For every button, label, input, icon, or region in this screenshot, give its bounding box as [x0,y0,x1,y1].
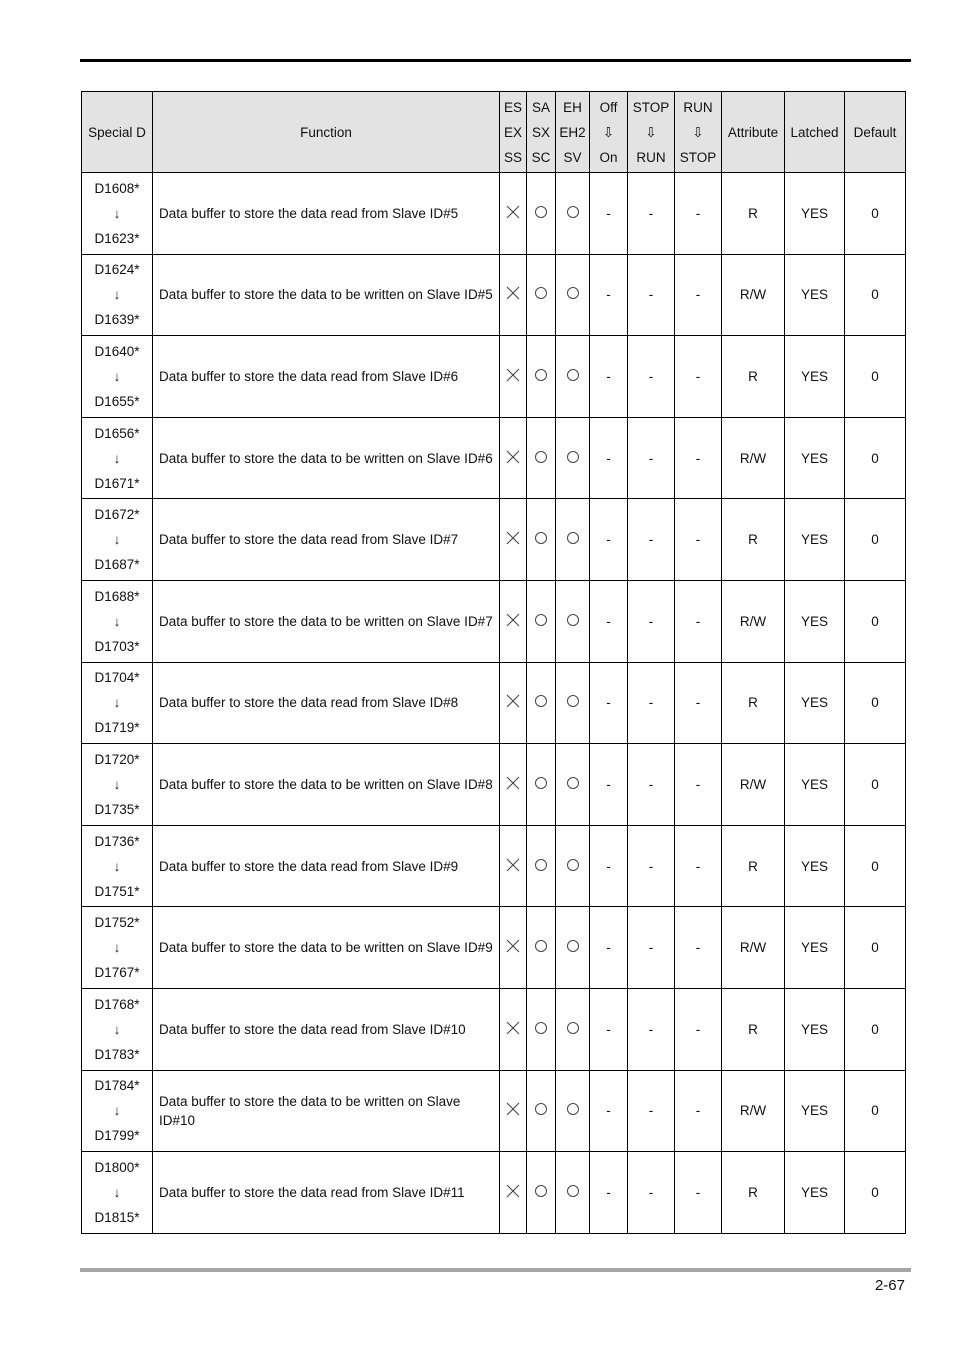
cross-icon [506,858,520,872]
attribute-value: R [722,662,785,744]
latched-value: YES [785,988,845,1070]
circle-icon [566,1184,580,1198]
eh-support [556,907,590,989]
function-description: Data buffer to store the data read from Slave ID#11 [153,1152,500,1234]
attribute-value: R/W [722,907,785,989]
run-stop-value: - [675,1070,722,1152]
circle-icon [534,613,548,627]
run-stop-value: - [675,580,722,662]
cross-icon [506,205,520,219]
range-start: D1608* [94,180,140,196]
off-on-value: - [590,744,628,826]
col-header-latched: Latched [785,92,845,173]
down-arrow-icon: ↓ [113,1021,121,1037]
stop-run-value: - [628,1070,675,1152]
down-arrow-icon: ↓ [113,532,121,548]
es-support [500,1152,527,1234]
latched-value: YES [785,580,845,662]
table-row [82,988,906,1070]
circle-icon [566,1102,580,1116]
range-start: D1704* [94,670,140,686]
range-end: D1623* [94,230,140,246]
default-value: 0 [845,580,906,662]
default-value: 0 [845,907,906,989]
range-start: D1784* [94,1078,140,1094]
down-arrow-icon: ↓ [113,205,121,221]
latched-value: YES [785,499,845,581]
latched-value: YES [785,744,845,826]
stop-run-value: - [628,417,675,499]
eh-support [556,417,590,499]
range-end: D1703* [94,638,140,654]
eh-support [556,662,590,744]
es-support [500,744,527,826]
function-description: Data buffer to store the data to be written on Slave ID#8 [153,744,500,826]
range-end: D1751* [94,883,140,899]
sa-support [527,336,556,418]
eh-support [556,336,590,418]
function-description: Data buffer to store the data read from Slave ID#6 [153,336,500,418]
cross-icon [506,1184,520,1198]
circle-icon [534,858,548,872]
range-start: D1800* [94,1159,140,1175]
col-header-es: ES EX SS [500,92,527,173]
default-value: 0 [845,662,906,744]
stop-run-value: - [628,662,675,744]
range-start: D1752* [94,915,140,931]
run-stop-value: - [675,254,722,336]
attribute-value: R [722,499,785,581]
sa-support [527,988,556,1070]
table-row [82,662,906,744]
function-description: Data buffer to store the data read from Slave ID#10 [153,988,500,1070]
off-on-value: - [590,173,628,255]
eh-support [556,1070,590,1152]
latched-value: YES [785,173,845,255]
off-on-value: - [590,988,628,1070]
eh-support [556,1152,590,1234]
range-end: D1783* [94,1046,140,1062]
down-arrow-icon: ↓ [113,287,121,303]
range-start: D1736* [94,833,140,849]
cross-icon [506,450,520,464]
range-end: D1735* [94,801,140,817]
attribute-value: R/W [722,744,785,826]
stop-run-value: - [628,173,675,255]
latched-value: YES [785,825,845,907]
sa-support [527,907,556,989]
off-on-value: - [590,662,628,744]
eh-support [556,580,590,662]
default-value: 0 [845,1070,906,1152]
special-d-range [82,1152,153,1234]
attribute-value: R/W [722,580,785,662]
latched-value: YES [785,254,845,336]
stop-run-value: - [628,499,675,581]
special-d-table [81,91,906,1234]
down-arrow-icon: ↓ [113,1103,121,1119]
down-arrow-icon: ↓ [113,450,121,466]
es-support [500,662,527,744]
eh-support [556,254,590,336]
cross-icon [506,286,520,300]
down-arrow-icon: ↓ [113,368,121,384]
header-rule [80,59,911,62]
default-value: 0 [845,825,906,907]
range-start: D1624* [94,262,140,278]
range-start: D1768* [94,996,140,1012]
circle-icon [566,613,580,627]
es-support [500,254,527,336]
circle-icon [534,1184,548,1198]
stop-run-value: - [628,1152,675,1234]
circle-icon [534,286,548,300]
stop-run-value: - [628,825,675,907]
cross-icon [506,531,520,545]
table-row [82,336,906,418]
off-on-value: - [590,1152,628,1234]
circle-icon [534,368,548,382]
off-on-value: - [590,254,628,336]
stop-run-value: - [628,580,675,662]
sa-support [527,173,556,255]
sa-support [527,825,556,907]
down-arrow-icon: ↓ [113,1184,121,1200]
circle-icon [566,450,580,464]
special-d-range [82,744,153,826]
eh-support [556,499,590,581]
function-description: Data buffer to store the data to be written on Slave ID#5 [153,254,500,336]
table-row [82,907,906,989]
circle-icon [534,694,548,708]
table-body [82,173,906,1234]
special-d-range [82,825,153,907]
sa-support [527,1070,556,1152]
attribute-value: R [722,1152,785,1234]
latched-value: YES [785,662,845,744]
down-arrow-icon: ↓ [113,858,121,874]
off-on-value: - [590,336,628,418]
default-value: 0 [845,499,906,581]
table-row [82,580,906,662]
stop-run-value: - [628,336,675,418]
sa-support [527,499,556,581]
attribute-value: R/W [722,254,785,336]
run-stop-value: - [675,988,722,1070]
cross-icon [506,776,520,790]
default-value: 0 [845,336,906,418]
latched-value: YES [785,417,845,499]
col-header-attribute: Attribute [722,92,785,173]
stop-run-value: - [628,988,675,1070]
range-start: D1656* [94,425,140,441]
col-header-function: Function [153,92,500,173]
special-d-range [82,173,153,255]
down-arrow-icon: ↓ [113,695,121,711]
cross-icon [506,1102,520,1116]
range-start: D1720* [94,751,140,767]
es-support [500,825,527,907]
range-start: D1640* [94,343,140,359]
down-arrow-icon: ↓ [113,613,121,629]
special-d-range [82,417,153,499]
sa-support [527,254,556,336]
sa-support [527,1152,556,1234]
off-on-value: - [590,580,628,662]
special-d-range [82,662,153,744]
range-start: D1672* [94,507,140,523]
sa-support [527,580,556,662]
col-header-run-stop: RUN ⇩ STOP [675,92,722,173]
special-d-range [82,1070,153,1152]
function-description: Data buffer to store the data to be written on Slave ID#10 [153,1070,500,1152]
table-row [82,825,906,907]
function-description: Data buffer to store the data read from Slave ID#7 [153,499,500,581]
cross-icon [506,1021,520,1035]
range-start: D1688* [94,588,140,604]
range-end: D1671* [94,475,140,491]
eh-support [556,173,590,255]
range-end: D1719* [94,720,140,736]
default-value: 0 [845,988,906,1070]
default-value: 0 [845,254,906,336]
es-support [500,336,527,418]
run-stop-value: - [675,907,722,989]
circle-icon [534,1021,548,1035]
page-number: 2-67 [874,1277,905,1294]
table-header [82,92,906,173]
special-d-range [82,988,153,1070]
attribute-value: R [722,988,785,1070]
function-description: Data buffer to store the data read from Slave ID#9 [153,825,500,907]
run-stop-value: - [675,336,722,418]
cross-icon [506,939,520,953]
col-header-sa: SA SX SC [527,92,556,173]
col-header-stop-run: STOP ⇩ RUN [628,92,675,173]
special-d-range [82,336,153,418]
off-on-value: - [590,825,628,907]
run-stop-value: - [675,499,722,581]
circle-icon [566,858,580,872]
sa-support [527,417,556,499]
special-d-range [82,907,153,989]
eh-support [556,825,590,907]
attribute-value: R [722,173,785,255]
cross-icon [506,613,520,627]
special-d-range [82,499,153,581]
latched-value: YES [785,907,845,989]
cross-icon [506,368,520,382]
function-description: Data buffer to store the data read from Slave ID#8 [153,662,500,744]
attribute-value: R [722,336,785,418]
latched-value: YES [785,336,845,418]
es-support [500,173,527,255]
table-row [82,254,906,336]
es-support [500,1070,527,1152]
default-value: 0 [845,173,906,255]
run-stop-value: - [675,173,722,255]
circle-icon [566,1021,580,1035]
default-value: 0 [845,417,906,499]
circle-icon [534,939,548,953]
attribute-value: R/W [722,417,785,499]
attribute-value: R [722,825,785,907]
range-end: D1639* [94,312,140,328]
circle-icon [566,286,580,300]
range-end: D1687* [94,557,140,573]
footer-rule [80,1268,911,1272]
latched-value: YES [785,1152,845,1234]
circle-icon [534,776,548,790]
circle-icon [566,694,580,708]
circle-icon [534,450,548,464]
range-end: D1655* [94,393,140,409]
col-header-default: Default [845,92,906,173]
range-end: D1799* [94,1128,140,1144]
off-on-value: - [590,417,628,499]
col-header-eh: EH EH2 SV [556,92,590,173]
down-arrow-icon: ↓ [113,940,121,956]
circle-icon [534,1102,548,1116]
circle-icon [566,531,580,545]
stop-run-value: - [628,907,675,989]
sa-support [527,662,556,744]
eh-support [556,988,590,1070]
circle-icon [534,531,548,545]
attribute-value: R/W [722,1070,785,1152]
function-description: Data buffer to store the data to be written on Slave ID#9 [153,907,500,989]
table-row [82,1152,906,1234]
col-header-special-d: Special D [82,92,153,173]
es-support [500,417,527,499]
special-d-range [82,580,153,662]
down-arrow-icon: ↓ [113,776,121,792]
run-stop-value: - [675,417,722,499]
run-stop-value: - [675,1152,722,1234]
range-end: D1815* [94,1209,140,1225]
eh-support [556,744,590,826]
off-on-value: - [590,499,628,581]
table-row [82,173,906,255]
circle-icon [566,205,580,219]
sa-support [527,744,556,826]
stop-run-value: - [628,254,675,336]
circle-icon [566,939,580,953]
latched-value: YES [785,1070,845,1152]
es-support [500,988,527,1070]
circle-icon [566,776,580,790]
run-stop-value: - [675,662,722,744]
function-description: Data buffer to store the data read from Slave ID#5 [153,173,500,255]
table-row [82,499,906,581]
col-header-off-on: Off ⇩ On [590,92,628,173]
stop-run-value: - [628,744,675,826]
es-support [500,499,527,581]
run-stop-value: - [675,825,722,907]
special-d-range [82,254,153,336]
table-row [82,417,906,499]
circle-icon [534,205,548,219]
function-description: Data buffer to store the data to be written on Slave ID#7 [153,580,500,662]
es-support [500,580,527,662]
off-on-value: - [590,1070,628,1152]
run-stop-value: - [675,744,722,826]
function-description: Data buffer to store the data to be written on Slave ID#6 [153,417,500,499]
range-end: D1767* [94,965,140,981]
default-value: 0 [845,1152,906,1234]
cross-icon [506,694,520,708]
table-row [82,744,906,826]
off-on-value: - [590,907,628,989]
table-row [82,1070,906,1152]
circle-icon [566,368,580,382]
es-support [500,907,527,989]
default-value: 0 [845,744,906,826]
